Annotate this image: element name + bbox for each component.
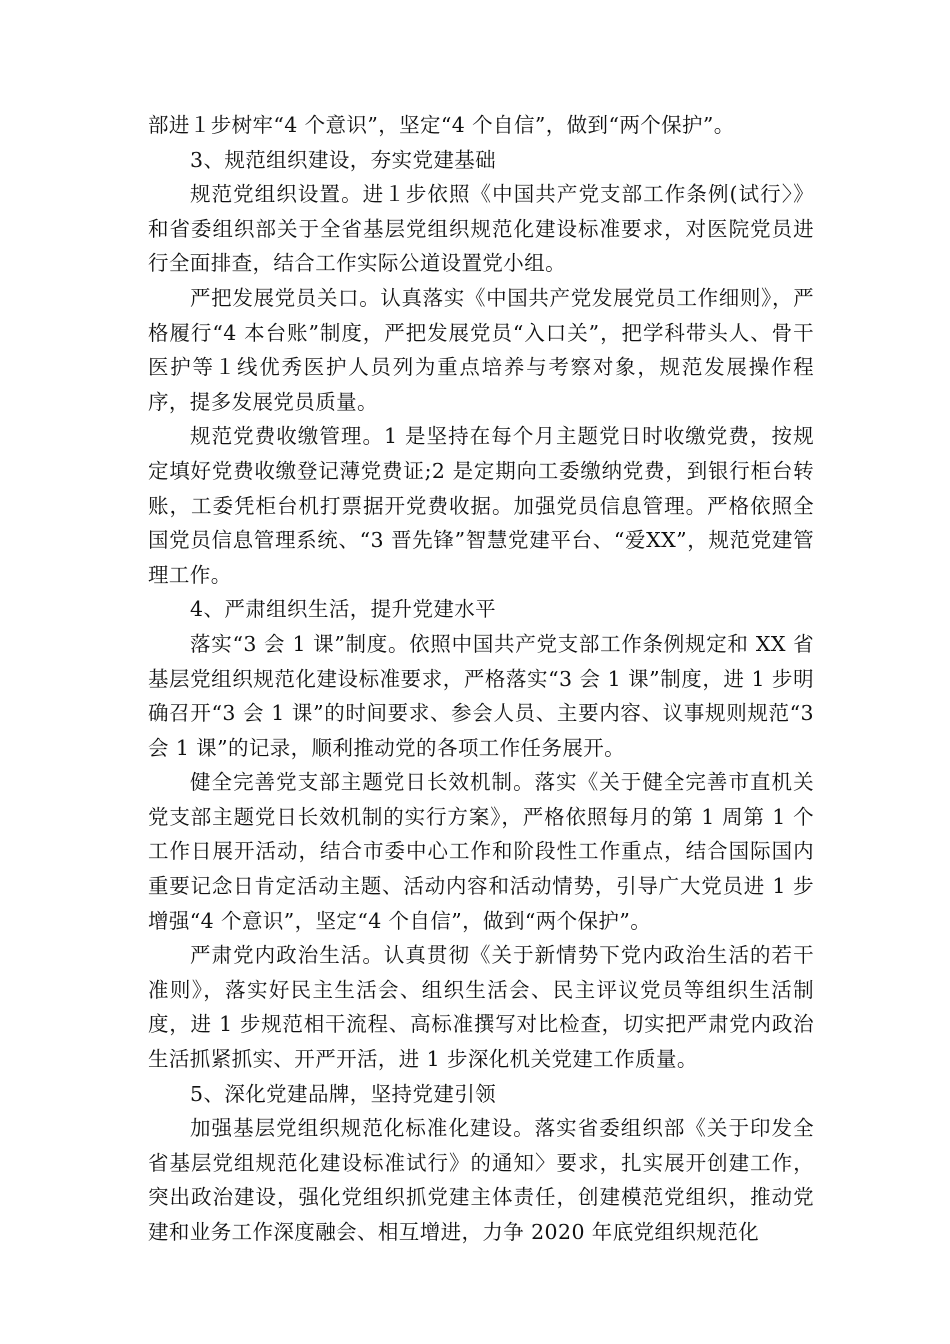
document-body xyxy=(148,108,814,1250)
paragraph-standardization: 加强基层党组织规范化标准化建设。落实省委组织部《关于印发全省基层党组规范化建设标准试行》的通知〉要求，扎实展开创建工作，突出政治建设，强化党组织抓党建主体责任，创建模范党组织，推动党建和业务工作深度融会、相互增进，力争 2020 年底党组织规范化 xyxy=(148,1116,814,1244)
section-heading-5: 5、深化党建品牌，坚持党建引领 xyxy=(190,1081,497,1106)
paragraph-political-life: 严肃党内政治生活。认真贯彻《关于新情势下党内政治生活的若干准则》，落实好民主生活会、组织生活会、民主评议党员等组织生活制度，进 1 步规范相干流程、高标准撰写对比检查，切实把严肃党内政治生活抓紧抓实、开严开活，进 1 步深化机关党建工作质量。 xyxy=(148,943,814,1072)
section-heading-4: 4、严肃组织生活，提升党建水平 xyxy=(190,597,497,622)
paragraph-theme-day-mechanism: 健全完善党支部主题党日长效机制。落实《关于健全完善市直机关党支部主题党日长效机制的实行方案》，严格依照每月的第 1 周第 1 个工作日展开活动，结合市委中心工作和阶段性工作重点，结合国际国内重要记念日肯定活动主题、活动内容和活动情势，引导广大党员进 1 步增强“4 个意识”，坚定“4 个自信”，做到“两个保护”。 xyxy=(148,770,814,933)
section-heading-3: 3、规范组织建设，夯实党建基础 xyxy=(190,147,497,172)
paragraph-member-development: 严把发展党员关口。认真落实《中国共产党发展党员工作细则》，严格履行“4 本台账”制度，严把发展党员“入口关”，把学科带头人、骨干医护等１线优秀医护人员列为重点培养与考察对象，规范发展操作程序，提多发展党员质量。 xyxy=(148,285,814,414)
paragraph-party-organization-setup: 规范党组织设置。进１步依照《中国共产党支部工作条例(试行〉》和省委组织部关于全省基层党组织规范化建设标准要求，对医院党员进行全面排查，结合工作实际公道设置党小组。 xyxy=(148,182,814,276)
paragraph-continued: 部进１步树牢“4 个意识”，坚定“4 个自信”，做到“两个保护”。 xyxy=(148,113,735,137)
paragraph-three-meetings-one-lesson: 落实“3 会 1 课”制度。依照中国共产党支部工作条例规定和 XX 省基层党组织规范化建设标准要求，严格落实“3 会 1 课”制度，进 1 步明确召开“3 会 1 课”的时间要求、参会人员、主要内容、议事规则规范“3 会 1 课”的记录，顺利推动党的各项工作任务展开。 xyxy=(148,631,814,760)
paragraph-dues-management: 规范党费收缴管理。1 是坚持在每个月主题党日时收缴党费，按规定填好党费收缴登记薄党费证;2 是定期向工委缴纳党费，到银行柜台转账，工委凭柜台机打票据开党费收据。加强党员信息管理。严格依照全国党员信息管理系统、“3 晋先锋”智慧党建平台、“爱XX”，规范党建管理工作。 xyxy=(148,424,814,587)
